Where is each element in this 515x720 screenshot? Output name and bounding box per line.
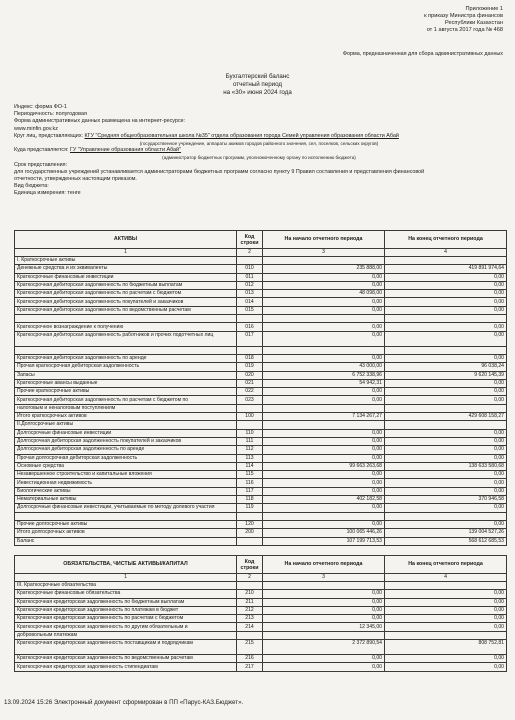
- row-start-value: 0,00: [263, 281, 385, 289]
- row-end-value: 0,00: [385, 429, 507, 437]
- row-end-value: 0,00: [385, 487, 507, 495]
- row-end-value: [385, 346, 507, 354]
- row-name: Краткосрочные финансовые инвестиции: [15, 273, 237, 281]
- row-name: Нематериальные активы: [15, 496, 237, 504]
- row-code: 112: [237, 446, 263, 454]
- table-row: [15, 413, 507, 421]
- row-end-value: 0,00: [385, 520, 507, 528]
- row-name: [15, 512, 237, 520]
- table-row: [15, 471, 507, 479]
- row-name: Биологические активы: [15, 487, 237, 495]
- appendix-header: [343, 6, 503, 34]
- row-start-value: 0,00: [263, 590, 385, 598]
- row-start-value: 0,00: [263, 446, 385, 454]
- row-code: 118: [237, 496, 263, 504]
- row-end-value: 0,00: [385, 598, 507, 606]
- table-row: [15, 298, 507, 306]
- row-code: 019: [237, 363, 263, 371]
- table-row: [15, 454, 507, 462]
- row-start-value: 0,00: [263, 479, 385, 487]
- row-code: 115: [237, 471, 263, 479]
- table-row: [15, 257, 507, 265]
- row-code: 119: [237, 504, 263, 512]
- row-end-value: 0,00: [385, 471, 507, 479]
- row-start-value: 0,00: [263, 663, 385, 671]
- row-start-value: 54 942,31: [263, 379, 385, 387]
- row-end-value: 0,00: [385, 454, 507, 462]
- row-start-value: 0,00: [263, 598, 385, 606]
- table-row: [15, 631, 507, 639]
- table-row: [15, 606, 507, 614]
- table-row: [15, 331, 507, 346]
- row-code: 117: [237, 487, 263, 495]
- table-row: [15, 306, 507, 314]
- appendix-line: к приказу Министра финансов: [424, 13, 503, 19]
- row-name: налоговым и неналоговым поступлениям: [15, 404, 237, 412]
- col-number: 1: [15, 574, 237, 582]
- term-text: для государственных учреждений устанавливается администраторами бюджетных программ согласно пункту 9 Правил составления и представления финансовой: [14, 168, 425, 175]
- row-start-value: [263, 315, 385, 323]
- row-start-value: 0,00: [263, 429, 385, 437]
- row-end-value: 0,00: [385, 298, 507, 306]
- col-number: 3: [263, 574, 385, 582]
- table-row: [15, 623, 507, 631]
- row-name: Краткосрочная кредиторская задолженность стипендиатам: [15, 663, 237, 671]
- row-name: Прочая долгосрочная дебиторская задолженность: [15, 454, 237, 462]
- row-code: [237, 537, 263, 545]
- row-start-value: 0,00: [263, 273, 385, 281]
- col-header-end: На конец отчетного периода: [385, 556, 507, 574]
- row-name: Краткосрочная дебиторская задолженность по аренде: [15, 354, 237, 362]
- row-end-value: [385, 315, 507, 323]
- assets-table: [14, 230, 507, 546]
- appendix-line: от 1 августа 2017 года № 468: [426, 27, 503, 33]
- table-row: [15, 512, 507, 520]
- row-end-value: 370 946,58: [385, 496, 507, 504]
- row-code: 214: [237, 623, 263, 631]
- row-code: 113: [237, 454, 263, 462]
- site-line: www.minfin.gov.kz: [14, 125, 58, 132]
- row-name: Запасы: [15, 371, 237, 379]
- row-name: [15, 315, 237, 323]
- circle-value: КГУ "Средняя общеобразовательная школа №35" отдела образования города Семей управления образования области Абай: [84, 132, 399, 139]
- row-start-value: [263, 346, 385, 354]
- table-row: [15, 537, 507, 545]
- row-end-value: 0,00: [385, 437, 507, 445]
- appendix-line: Приложение 1: [465, 6, 503, 12]
- row-name: Краткосрочная дебиторская задолженность по расчетам с бюджетом: [15, 290, 237, 298]
- row-code: 100: [237, 413, 263, 421]
- table-row: [15, 354, 507, 362]
- row-end-value: 0,00: [385, 606, 507, 614]
- row-name: Краткосрочная кредиторская задолженность по ведомственным расчетам: [15, 655, 237, 663]
- row-end-value: 0,00: [385, 281, 507, 289]
- col-header-end: На конец отчетного периода: [385, 231, 507, 249]
- col-number: 4: [385, 574, 507, 582]
- col-header-name: АКТИВЫ: [15, 231, 237, 249]
- row-code: 017: [237, 331, 263, 346]
- row-end-value: 0,00: [385, 396, 507, 404]
- row-start-value: 0,00: [263, 487, 385, 495]
- row-start-value: 2 372 890,54: [263, 640, 385, 655]
- title-line: Бухгалтерский баланс: [225, 73, 290, 80]
- row-start-value: 0,00: [263, 504, 385, 512]
- row-end-value: 0,00: [385, 331, 507, 346]
- term-text: отчетности, утвержденных настоящим приказом.: [14, 176, 137, 183]
- row-start-value: 0,00: [263, 298, 385, 306]
- row-end-value: 138 633 580,68: [385, 462, 507, 470]
- table-row: [15, 520, 507, 528]
- row-code: [237, 315, 263, 323]
- table-row: [15, 388, 507, 396]
- table-row: [15, 290, 507, 298]
- table-row: [15, 396, 507, 404]
- row-name: Денежные средства и их эквиваленты: [15, 265, 237, 273]
- row-name: Прочие долгосрочные активы: [15, 520, 237, 528]
- row-name: Краткосрочная дебиторская задолженность покупателей и заказчиков: [15, 298, 237, 306]
- row-name: Основные средства: [15, 462, 237, 470]
- row-name: Прочая краткосрочная дебиторская задолженность: [15, 363, 237, 371]
- row-start-value: 0,00: [263, 388, 385, 396]
- row-code: [237, 346, 263, 354]
- row-start-value: [263, 631, 385, 639]
- row-name: Краткосрочная кредиторская задолженность по другим обязательным и: [15, 623, 237, 631]
- row-code: 023: [237, 396, 263, 404]
- row-name: Долгосрочная дебиторская задолженность по аренде: [15, 446, 237, 454]
- table-row: [15, 615, 507, 623]
- row-name: Краткосрочная кредиторская задолженность по расчетам с бюджетом: [15, 615, 237, 623]
- table-row: [15, 273, 507, 281]
- footer-note: 13.09.2024 15:26 Электронный документ сформирован в ПП «Парус-КАЗ.Бюджет».: [4, 699, 244, 706]
- col-header-code: Код строки: [237, 231, 263, 249]
- row-name: Краткосрочная дебиторская задолженность по бюджетным выплатам: [15, 281, 237, 289]
- row-start-value: 0,00: [263, 437, 385, 445]
- row-end-value: 0,00: [385, 623, 507, 631]
- table-row: [15, 598, 507, 606]
- appendix-line: Республики Казахстан: [445, 20, 503, 26]
- row-code: 015: [237, 306, 263, 314]
- row-code: 200: [237, 529, 263, 537]
- row-code: 011: [237, 273, 263, 281]
- row-start-value: 100 065 446,26: [263, 529, 385, 537]
- row-end-value: 0,00: [385, 479, 507, 487]
- row-name: Краткосрочная дебиторская задолженность по ведомственным расчетам: [15, 306, 237, 314]
- row-code: 216: [237, 655, 263, 663]
- row-start-value: 107 199 713,53: [263, 537, 385, 545]
- table-row: [15, 346, 507, 354]
- row-end-value: 419 891 974,64: [385, 265, 507, 273]
- row-name: Итого краткосрочных активов: [15, 413, 237, 421]
- row-code: 020: [237, 371, 263, 379]
- row-start-value: 12 345,00: [263, 623, 385, 631]
- row-end-value: [385, 404, 507, 412]
- table-row: [15, 315, 507, 323]
- row-start-value: [263, 404, 385, 412]
- row-code: [237, 631, 263, 639]
- row-code: 116: [237, 479, 263, 487]
- row-code: 215: [237, 640, 263, 655]
- row-end-value: 0,00: [385, 446, 507, 454]
- row-name: добровольным платежам: [15, 631, 237, 639]
- row-start-value: 0,00: [263, 323, 385, 331]
- col-header-code: Код строки: [237, 556, 263, 574]
- table-row: [15, 496, 507, 504]
- row-end-value: 0,00: [385, 379, 507, 387]
- row-name: I. Краткосрочные активы: [15, 257, 237, 265]
- period-line: Периодичность: полугодовая: [14, 111, 87, 118]
- row-code: [237, 421, 263, 429]
- col-number: 3: [263, 249, 385, 257]
- row-start-value: 0,00: [263, 520, 385, 528]
- table-row: [15, 487, 507, 495]
- row-start-value: 0,00: [263, 306, 385, 314]
- row-start-value: 0,00: [263, 354, 385, 362]
- row-start-value: [263, 421, 385, 429]
- row-end-value: [385, 631, 507, 639]
- table-row: [15, 446, 507, 454]
- row-code: 114: [237, 462, 263, 470]
- row-end-value: 0,00: [385, 273, 507, 281]
- row-code: 012: [237, 281, 263, 289]
- row-start-value: 0,00: [263, 606, 385, 614]
- term-label: Срок представления:: [14, 161, 68, 168]
- row-start-value: 235 888,00: [263, 265, 385, 273]
- row-name: Краткосрочная кредиторская задолженность по бюджетным выплатам: [15, 598, 237, 606]
- row-end-value: 0,00: [385, 388, 507, 396]
- row-code: 120: [237, 520, 263, 528]
- table-row: [15, 404, 507, 412]
- row-code: 213: [237, 615, 263, 623]
- row-name: III. Краткосрочные обязательства: [15, 582, 237, 590]
- table-row: [15, 504, 507, 512]
- row-name: Краткосрочная дебиторская задолженность работников и прочих подотчетных лиц: [15, 331, 237, 346]
- title-line: отчетный период: [232, 81, 283, 88]
- circle-note: (государственное учреждение, аппараты акимов городов районного значения, сел, поселков, сельских округов): [139, 141, 379, 147]
- row-start-value: 402 182,58: [263, 496, 385, 504]
- row-start-value: 0,00: [263, 615, 385, 623]
- col-header-name: ОБЯЗАТЕЛЬСТВА, ЧИСТЫЕ АКТИВЫ/КАПИТАЛ: [15, 556, 237, 574]
- table-row: [15, 640, 507, 655]
- title-line: на «30» июня 2024 года: [223, 89, 292, 96]
- index-line: Индекс: форма ФО-1: [14, 104, 67, 110]
- row-name: Незавершенное строительство и капитальные вложения: [15, 471, 237, 479]
- row-end-value: 0,00: [385, 323, 507, 331]
- row-end-value: 9 620 145,39: [385, 371, 507, 379]
- col-header-start: На начало отчетного периода: [263, 231, 385, 249]
- row-name: Баланс: [15, 537, 237, 545]
- row-code: [237, 257, 263, 265]
- row-end-value: 0,00: [385, 655, 507, 663]
- row-end-value: 0,00: [385, 663, 507, 671]
- row-start-value: 0,00: [263, 655, 385, 663]
- row-name: Краткосрочные финансовые обязательства: [15, 590, 237, 598]
- row-start-value: 0,00: [263, 331, 385, 346]
- row-end-value: 0,00: [385, 290, 507, 298]
- form-place-line: Форма административных данных размещена на интернет-ресурсе:: [14, 118, 186, 125]
- row-end-value: 0,00: [385, 615, 507, 623]
- circle-line: Круг лиц, представляющих: КГУ "Средняя общеобразовательная школа №35" отдела образования города Семей управления образования области Абай: [14, 132, 399, 139]
- row-code: [237, 512, 263, 520]
- row-name: II.Долгосрочные активы: [15, 421, 237, 429]
- row-start-value: 48 098,00: [263, 290, 385, 298]
- col-number: 2: [237, 574, 263, 582]
- table-row: [15, 281, 507, 289]
- row-name: Долгосрочные финансовые инвестиции: [15, 429, 237, 437]
- table-row: [15, 371, 507, 379]
- row-code: 212: [237, 606, 263, 614]
- row-name: Долгосрочная дебиторская задолженность покупателей и заказчиков: [15, 437, 237, 445]
- row-code: 217: [237, 663, 263, 671]
- row-end-value: [385, 512, 507, 520]
- row-code: 110: [237, 429, 263, 437]
- row-name: Итого долгосрочных активов: [15, 529, 237, 537]
- row-code: 211: [237, 598, 263, 606]
- row-code: 021: [237, 379, 263, 387]
- row-end-value: 139 004 527,26: [385, 529, 507, 537]
- where-note: (администратор бюджетных программ, уполномоченному органу по исполнению бюджета): [162, 155, 356, 161]
- table-row: [15, 663, 507, 671]
- row-end-value: 96 038,24: [385, 363, 507, 371]
- row-code: 210: [237, 590, 263, 598]
- row-end-value: 808 752,81: [385, 640, 507, 655]
- form-info: [14, 104, 504, 198]
- row-name: Прочие краткосрочные активы: [15, 388, 237, 396]
- row-code: [237, 404, 263, 412]
- row-start-value: 6 752 338,96: [263, 371, 385, 379]
- col-number: 4: [385, 249, 507, 257]
- row-code: 111: [237, 437, 263, 445]
- liabilities-table: [14, 555, 507, 672]
- col-number: 2: [237, 249, 263, 257]
- row-name: Краткосрочная дебиторская задолженность по расчетам с бюджетом по: [15, 396, 237, 404]
- table-row: [15, 590, 507, 598]
- table-row: [15, 437, 507, 445]
- table-row: [15, 655, 507, 663]
- table-row: [15, 529, 507, 537]
- document-title: [0, 73, 515, 97]
- row-code: 016: [237, 323, 263, 331]
- row-code: 022: [237, 388, 263, 396]
- row-end-value: 0,00: [385, 306, 507, 314]
- row-code: 010: [237, 265, 263, 273]
- row-end-value: 0,00: [385, 504, 507, 512]
- row-end-value: [385, 582, 507, 590]
- row-start-value: 7 134 267,27: [263, 413, 385, 421]
- row-end-value: [385, 257, 507, 265]
- row-name: Долгосрочные финансовые инвестиции, учитываемые по методу долевого участия: [15, 504, 237, 512]
- where-line: Куда представляется: ГУ "Управление образования области Абай": [14, 147, 181, 154]
- table-row: [15, 363, 507, 371]
- col-number: 1: [15, 249, 237, 257]
- table-row: [15, 479, 507, 487]
- row-code: 018: [237, 354, 263, 362]
- row-end-value: 0,00: [385, 590, 507, 598]
- table-row: [15, 462, 507, 470]
- row-end-value: 0,00: [385, 354, 507, 362]
- row-start-value: 99 663 263,68: [263, 462, 385, 470]
- table-row: [15, 379, 507, 387]
- row-end-value: 429 608 158,27: [385, 413, 507, 421]
- row-start-value: 0,00: [263, 396, 385, 404]
- row-end-value: [385, 421, 507, 429]
- table-row: [15, 323, 507, 331]
- table-row: [15, 582, 507, 590]
- table-row: [15, 421, 507, 429]
- row-end-value: 568 612 685,53: [385, 537, 507, 545]
- row-code: 014: [237, 298, 263, 306]
- row-start-value: 43 000,00: [263, 363, 385, 371]
- table-row: [15, 265, 507, 273]
- form-note: Форма, предназначенная для сбора административных данных: [342, 51, 503, 57]
- row-name: Краткосрочные авансы выданные: [15, 379, 237, 387]
- budget-type: Вид бюджета:: [14, 183, 49, 190]
- where-value: ГУ "Управление образования области Абай": [69, 147, 181, 154]
- table-row: [15, 429, 507, 437]
- row-name: Краткосрочная кредиторская задолженность поставщикам и подрядчикам: [15, 640, 237, 655]
- col-header-start: На начало отчетного периода: [263, 556, 385, 574]
- row-start-value: [263, 582, 385, 590]
- row-start-value: 0,00: [263, 471, 385, 479]
- row-code: 013: [237, 290, 263, 298]
- row-start-value: 0,00: [263, 454, 385, 462]
- row-name: Инвестиционная недвижимость: [15, 479, 237, 487]
- row-start-value: [263, 257, 385, 265]
- row-code: [237, 582, 263, 590]
- row-name: [15, 346, 237, 354]
- unit-line: Единица измерения: тенге: [14, 190, 81, 197]
- row-name: Краткосрочная кредиторская задолженность по платежам в бюджет: [15, 606, 237, 614]
- row-start-value: [263, 512, 385, 520]
- row-name: Краткосрочное вознаграждение к получению: [15, 323, 237, 331]
